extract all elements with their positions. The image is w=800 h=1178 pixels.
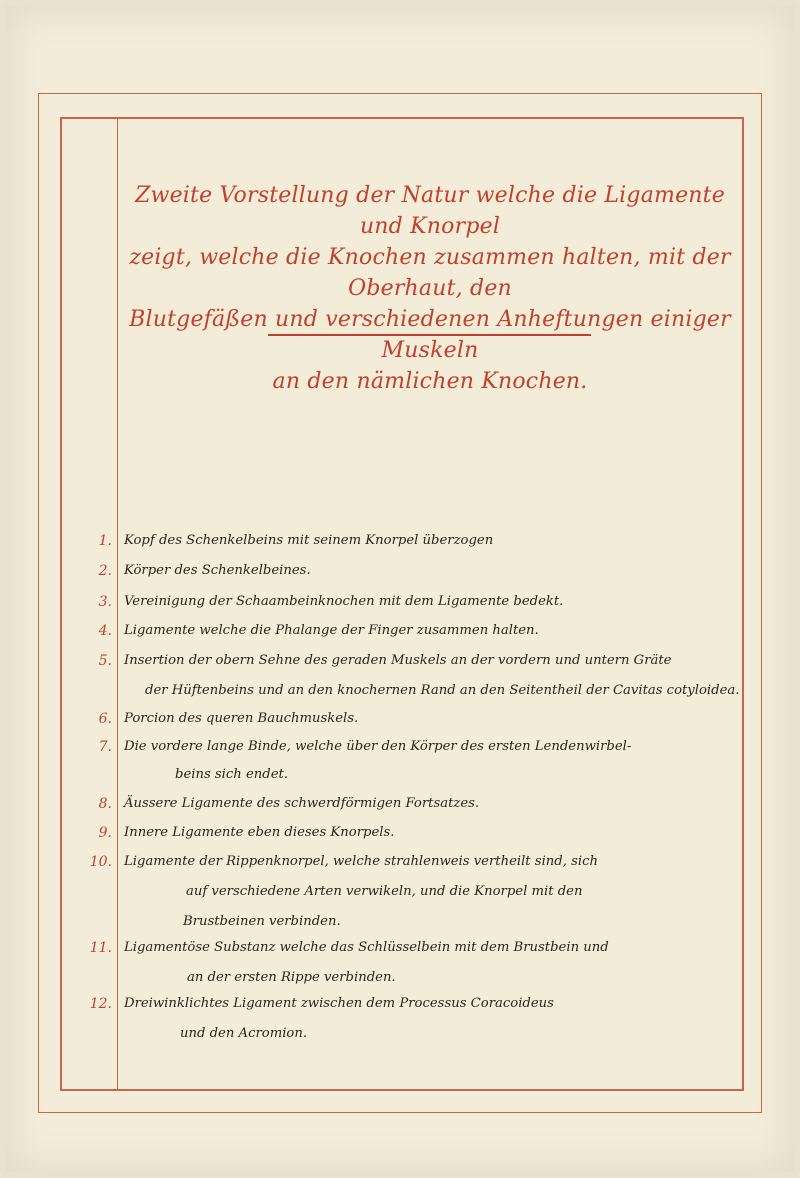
title-line: Blutgefäßen und verschiedenen Anheftungen einiger Muskeln bbox=[129, 307, 731, 363]
item-text: Körper des Schenkelbeines. bbox=[124, 563, 311, 578]
item-text: Ligamente der Rippenknorpel, welche strahlenweis vertheilt sind, sich bbox=[124, 854, 598, 869]
item-text-continuation: Brustbeinen verbinden. bbox=[183, 914, 341, 929]
item-number: 2. bbox=[98, 563, 112, 579]
item-text: Die vordere lange Binde, welche über den Körper des ersten Lendenwirbel- bbox=[124, 739, 632, 754]
title-line: zeigt, welche die Knochen zusammen halten, mit der Oberhaut, den bbox=[129, 245, 731, 301]
item-text-continuation: auf verschiedene Arten verwikeln, und die Knorpel mit den bbox=[186, 884, 583, 899]
item-text-continuation: an der ersten Rippe verbinden. bbox=[187, 970, 396, 985]
item-text: Vereinigung der Schaambeinknochen mit dem Ligamente bedekt. bbox=[124, 594, 564, 609]
item-number: 3. bbox=[98, 594, 112, 610]
item-number: 8. bbox=[98, 796, 112, 812]
title-line: an den nämlichen Knochen. bbox=[272, 369, 588, 394]
item-number: 7. bbox=[98, 739, 112, 755]
item-number: 4. bbox=[98, 623, 112, 639]
item-number: 5. bbox=[98, 653, 112, 669]
item-text: Ligamentöse Substanz welche das Schlüsselbein mit dem Brustbein und bbox=[124, 940, 609, 955]
item-number: 6. bbox=[98, 711, 112, 727]
margin-rule bbox=[117, 117, 118, 1089]
item-text: Ligamente welche die Phalange der Finger zusammen halten. bbox=[124, 623, 539, 638]
item-text: Porcion des queren Bauchmuskels. bbox=[124, 711, 359, 726]
item-text: Insertion der obern Sehne des geraden Muskels an der vordern und untern Gräte bbox=[124, 653, 672, 668]
title-underline bbox=[268, 334, 591, 336]
item-text-continuation: beins sich endet. bbox=[175, 767, 289, 782]
item-text-continuation: der Hüftenbeins und an den knochernen Rand an den Seitentheil der Cavitas cotyloidea. bbox=[145, 683, 740, 698]
item-number: 9. bbox=[98, 825, 112, 841]
item-text: Innere Ligamente eben dieses Knorpels. bbox=[124, 825, 395, 840]
item-text: Äussere Ligamente des schwerdförmigen Fortsatzes. bbox=[124, 796, 480, 811]
item-number: 11. bbox=[89, 940, 112, 956]
item-number: 12. bbox=[89, 996, 112, 1012]
page-title bbox=[120, 180, 740, 397]
item-number: 10. bbox=[89, 854, 112, 870]
item-number: 1. bbox=[98, 533, 112, 549]
item-text-continuation: und den Acromion. bbox=[180, 1026, 308, 1041]
title-line: Zweite Vorstellung der Natur welche die Ligamente und Knorpel bbox=[135, 183, 725, 239]
item-text: Kopf des Schenkelbeins mit seinem Knorpel überzogen bbox=[124, 533, 494, 548]
item-text: Dreiwinklichtes Ligament zwischen dem Processus Coracoideus bbox=[124, 996, 554, 1011]
